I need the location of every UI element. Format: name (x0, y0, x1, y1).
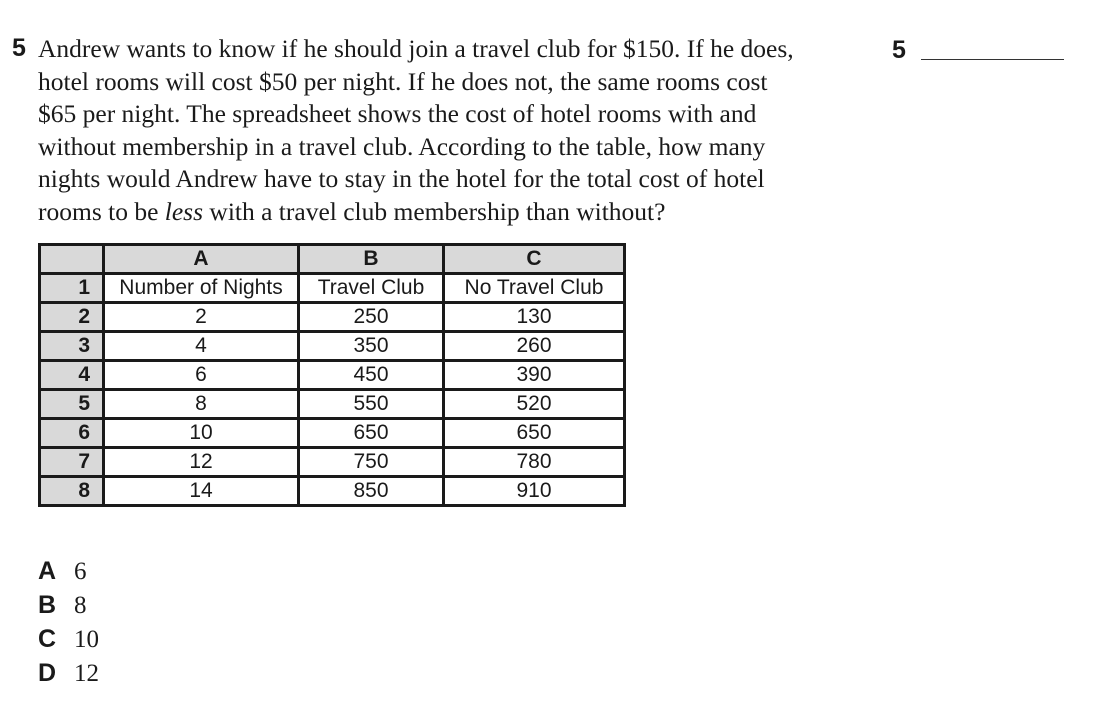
table-cell: 14 (104, 477, 299, 506)
choice-a[interactable] (38, 554, 99, 588)
table-row (40, 303, 625, 332)
question-line: without membership in a travel club. According to the table, how many (38, 131, 766, 161)
choice-value: 10 (74, 626, 99, 653)
table-row (40, 477, 625, 506)
table-cell: 650 (444, 419, 625, 448)
table-row (40, 332, 625, 361)
table-cell: 750 (299, 448, 444, 477)
column-header: Number of Nights (104, 274, 299, 303)
answer-blank-line[interactable] (921, 59, 1064, 60)
table-cell: 6 (104, 361, 299, 390)
table-cell: 550 (299, 390, 444, 419)
table-cell: 520 (444, 390, 625, 419)
table-row (40, 361, 625, 390)
row-number: 2 (40, 303, 104, 332)
row-number: 5 (40, 390, 104, 419)
table-cell: 850 (299, 477, 444, 506)
row-number: 3 (40, 332, 104, 361)
question-line: hotel rooms will cost $50 per night. If he does not, the same rooms cost (38, 66, 768, 96)
table-cell: 390 (444, 361, 625, 390)
question-line: Andrew wants to know if he should join a travel club for $150. If he does, (38, 34, 794, 63)
question-text (38, 33, 868, 228)
table-cell: 260 (444, 332, 625, 361)
corner-cell (40, 245, 104, 274)
answer-choices (38, 554, 99, 690)
choice-letter: C (38, 625, 57, 653)
table-cell: 780 (444, 448, 625, 477)
choice-value: 8 (74, 592, 87, 619)
table-cell: 130 (444, 303, 625, 332)
choice-letter: D (38, 659, 57, 687)
row-number: 4 (40, 361, 104, 390)
question-text-segment: with a travel club membership than without? (203, 196, 666, 226)
table-cell: 910 (444, 477, 625, 506)
row-number: 7 (40, 448, 104, 477)
table-cell: 650 (299, 419, 444, 448)
choice-value: 6 (74, 558, 87, 585)
column-header: No Travel Club (444, 274, 625, 303)
table-cell: 12 (104, 448, 299, 477)
table-cell: 10 (104, 419, 299, 448)
question-number: 5 (12, 34, 26, 62)
table-row (40, 448, 625, 477)
question-last-line (38, 196, 868, 229)
row-number: 6 (40, 419, 104, 448)
table-row (40, 390, 625, 419)
column-letter-row (40, 245, 625, 274)
answer-blank-number: 5 (892, 36, 906, 64)
table-cell: 350 (299, 332, 444, 361)
column-letter: C (444, 245, 625, 274)
row-number: 1 (40, 274, 104, 303)
table-header-row (40, 274, 625, 303)
table-cell: 250 (299, 303, 444, 332)
table-cell: 2 (104, 303, 299, 332)
choice-value: 12 (74, 660, 99, 687)
choice-d[interactable] (38, 656, 99, 690)
spreadsheet-table (38, 243, 626, 507)
choice-letter: B (38, 591, 57, 619)
choice-c[interactable] (38, 622, 99, 656)
table-row (40, 419, 625, 448)
column-header: Travel Club (299, 274, 444, 303)
column-letter: B (299, 245, 444, 274)
question-line: $65 per night. The spreadsheet shows the cost of hotel rooms with and (38, 99, 757, 128)
question-text-segment: rooms to be (38, 196, 165, 226)
column-letter: A (104, 245, 299, 274)
question-line: nights would Andrew have to stay in the hotel for the total cost of hotel (38, 164, 765, 193)
choice-letter: A (38, 557, 57, 585)
emphasized-word: less (164, 196, 204, 226)
table-cell: 8 (104, 390, 299, 419)
choice-b[interactable] (38, 588, 99, 622)
table-cell: 4 (104, 332, 299, 361)
row-number: 8 (40, 477, 104, 506)
table-cell: 450 (299, 361, 444, 390)
